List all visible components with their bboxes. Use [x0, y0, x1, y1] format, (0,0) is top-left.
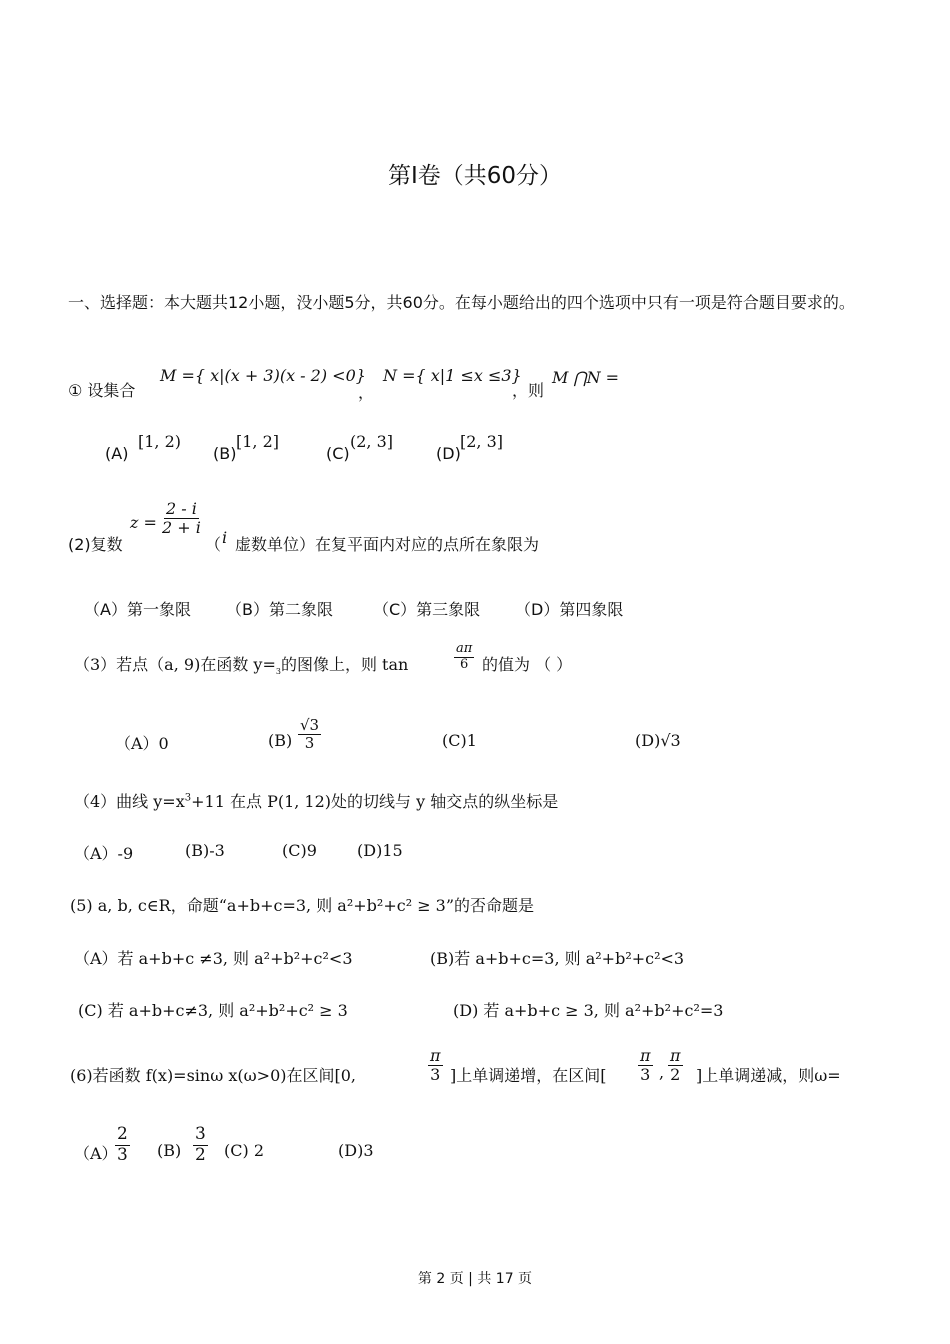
question-1-option-c-label: (C) — [326, 444, 350, 463]
question-5-stem: (5) a, b, c∈R，命题“a+b+c=3, 则 a²+b²+c² ≥ 3”的否命题是 — [70, 896, 535, 915]
question-1-mid: ，则 — [512, 381, 545, 400]
question-3-option-a: （A）0 — [115, 734, 169, 753]
question-6-option-b-label: (B) — [157, 1141, 182, 1160]
section-intro: 一、选择题：本大题共12小题，没小题5分，共60分。在每小题给出的四个选项中只有一项是符合题目要求的。 — [68, 293, 855, 312]
question-4-exponent: 3 — [184, 792, 192, 804]
question-1-set-m: M ={ x|(x + 3)(x - 2) <0} — [160, 366, 366, 385]
question-1-option-b-value: [1, 2] — [236, 432, 280, 451]
question-6-option-b-numerator: 3 — [195, 1124, 206, 1144]
question-4-option-b: (B)-3 — [185, 841, 225, 860]
page-footer: 第 2 页 | 共 17 页 — [417, 1271, 533, 1287]
question-6-stem-a: (6)若函数 f(x)=sinω x(ω>0)在区间[0, — [70, 1066, 357, 1085]
question-6-fraction-3-numerator: π — [670, 1046, 681, 1065]
question-2-option-a: （A）第一象限 — [84, 600, 191, 619]
question-1-set-n: N ={ x|1 ≤x ≤3} — [383, 366, 522, 385]
question-2-denominator: 2 + i — [162, 518, 201, 538]
question-2-numerator: 2 - i — [166, 499, 197, 518]
question-6-option-b-fraction — [191, 1125, 210, 1165]
question-1-prefix: ① 设集合 — [68, 381, 136, 400]
question-6-fraction-1-numerator: π — [430, 1046, 441, 1065]
question-5-option-b: (B)若 a+b+c=3, 则 a²+b²+c²<3 — [430, 949, 685, 968]
question-3-option-b-label: (B) — [268, 731, 293, 750]
question-4-option-d: (D)15 — [357, 841, 403, 860]
question-6-fraction-3-denominator: 2 — [670, 1065, 681, 1085]
question-1-expression: M ⋂N = — [552, 368, 620, 387]
question-1-option-d-label: (D) — [436, 444, 461, 463]
question-3-option-b-denominator: 3 — [304, 734, 315, 753]
question-5-option-c: (C) 若 a+b+c≠3, 则 a²+b²+c² ≥ 3 — [78, 1001, 348, 1020]
question-3-numerator: aπ — [456, 641, 473, 656]
question-6-comma: , — [659, 1063, 665, 1082]
question-6-option-b-denominator: 2 — [195, 1144, 206, 1165]
question-2-option-c: （C）第三象限 — [373, 600, 481, 619]
question-3-prefix: （3）若点（a, 9)在函数 y= — [74, 655, 276, 674]
question-2-fraction — [158, 500, 205, 538]
question-6-fraction-1 — [426, 1047, 445, 1085]
question-3-option-c: (C)1 — [442, 731, 477, 750]
question-6-fraction-2-numerator: π — [640, 1046, 651, 1065]
question-1-option-d-value: [2, 3] — [460, 432, 504, 451]
question-1-option-b-label: (B) — [213, 444, 237, 463]
question-4-stem-a: （4）曲线 y=x — [74, 792, 185, 811]
question-2-suffix: 虚数单位）在复平面内对应的点所在象限为 — [235, 535, 540, 554]
question-3-suffix: 的值为 （ ） — [482, 655, 573, 674]
question-4-option-a: （A）-9 — [74, 844, 134, 863]
question-3-denominator: 6 — [460, 656, 469, 672]
question-2-i: i — [222, 528, 228, 547]
question-6-stem-c: ]上单调递减，则ω= — [696, 1066, 841, 1085]
question-6-fraction-2 — [636, 1047, 655, 1085]
question-3-option-b-numerator: √3 — [300, 716, 320, 734]
question-6-option-a-label: （A） — [74, 1144, 118, 1163]
question-3-option-d: (D)√3 — [635, 731, 681, 750]
question-6-option-d: (D)3 — [338, 1141, 374, 1160]
question-3-fraction — [452, 642, 476, 673]
question-4-option-c: (C)9 — [282, 841, 317, 860]
question-6-fraction-1-denominator: 3 — [430, 1065, 441, 1085]
question-6-stem-b: ]上单调递增，在区间[ — [450, 1066, 607, 1085]
section-title: 第I卷（共60分） — [387, 163, 563, 189]
question-1-option-a-label: (A) — [105, 444, 129, 463]
question-6-option-a-fraction — [113, 1125, 132, 1165]
question-2-z: z = — [130, 513, 157, 532]
question-1-option-c-value: (2, 3] — [350, 432, 394, 451]
question-5-option-d: (D) 若 a+b+c ≥ 3, 则 a²+b²+c²=3 — [453, 1001, 724, 1020]
question-4-stem-b: +11 在点 P(1, 12)处的切线与 y 轴交点的纵坐标是 — [191, 792, 559, 811]
question-1-comma: ， — [358, 383, 375, 402]
question-2-option-b: （B）第二象限 — [226, 600, 333, 619]
question-5-option-a: （A）若 a+b+c ≠3, 则 a²+b²+c²<3 — [74, 949, 353, 968]
question-2-prefix: (2)复数 — [68, 535, 123, 554]
question-2-option-d: （D）第四象限 — [515, 600, 624, 619]
question-3-base: 3 — [275, 667, 281, 676]
question-3-option-b-fraction — [296, 717, 323, 753]
question-6-option-a-numerator: 2 — [117, 1124, 128, 1144]
question-2-paren: （ — [205, 535, 222, 554]
question-6-option-c: (C) 2 — [224, 1141, 264, 1160]
question-3-mid: 的图像上，则 tan — [280, 655, 409, 674]
question-6-fraction-2-denominator: 3 — [640, 1065, 651, 1085]
question-6-option-a-denominator: 3 — [117, 1144, 128, 1165]
question-1-option-a-value: [1, 2) — [138, 432, 182, 451]
question-6-fraction-3 — [666, 1047, 685, 1085]
